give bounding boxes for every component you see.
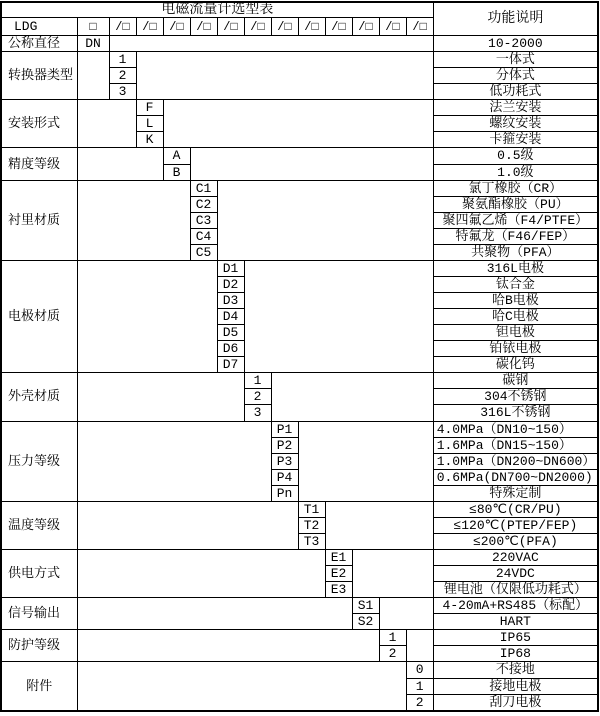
spacer-cell [77, 260, 217, 372]
code-cell: C1 [190, 180, 217, 196]
code-cell: E1 [325, 550, 352, 566]
spec-cell: 特氟龙（F46/FEP） [433, 228, 598, 244]
spec-cell: ≤200℃(PFA) [433, 533, 598, 549]
code-cell: P1 [271, 421, 298, 437]
spec-cell: ≤80℃(CR/PU) [433, 501, 598, 517]
code-cell: A [163, 148, 190, 164]
code-cell: K [136, 132, 163, 148]
code-cell: D7 [217, 357, 244, 373]
spacer-cell [190, 148, 433, 180]
model-code-slot: /□ [217, 18, 244, 36]
code-cell: C5 [190, 244, 217, 260]
category-label: 附件 [1, 662, 77, 711]
model-prefix: LDG [1, 18, 77, 36]
spacer-cell [77, 550, 325, 598]
code-cell: P2 [271, 437, 298, 453]
spec-cell: 分体式 [433, 68, 598, 84]
spec-cell: 聚氨酯橡胶（PU） [433, 196, 598, 212]
category-label: 温度等级 [1, 501, 77, 549]
spacer-cell [136, 52, 433, 100]
spacer-cell [77, 630, 379, 662]
table-title: 电磁流量计选型表 [1, 2, 433, 18]
category-label: 信号输出 [1, 598, 77, 630]
code-cell: C4 [190, 228, 217, 244]
model-code-slot: /□ [163, 18, 190, 36]
code-cell: P4 [271, 469, 298, 485]
category-label: 精度等级 [1, 148, 77, 180]
selection-table [0, 1, 599, 712]
code-cell: S2 [352, 614, 379, 630]
spec-cell: 1.0级 [433, 164, 598, 180]
spec-cell: 刮刀电极 [433, 694, 598, 711]
spec-cell: 法兰安装 [433, 100, 598, 116]
code-cell: 3 [244, 405, 271, 421]
code-cell: 2 [109, 68, 136, 84]
code-cell: D5 [217, 325, 244, 341]
spec-cell: 碳钢 [433, 373, 598, 389]
spacer-cell [77, 148, 163, 180]
model-code-slot: /□ [271, 18, 298, 36]
code-cell: D3 [217, 293, 244, 309]
model-code-slot: /□ [325, 18, 352, 36]
table-row [1, 100, 598, 116]
spec-cell: 316L不锈钢 [433, 405, 598, 421]
spec-cell: 螺纹安装 [433, 116, 598, 132]
spec-cell: 氯丁橡胶（CR） [433, 180, 598, 196]
table-row [1, 598, 598, 614]
table-row [1, 2, 598, 18]
code-cell: 1 [244, 373, 271, 389]
spec-cell: 10-2000 [433, 36, 598, 52]
spec-cell: 铂铱电极 [433, 341, 598, 357]
code-cell: C2 [190, 196, 217, 212]
spec-cell: 聚四氟乙烯（F4/PTFE） [433, 212, 598, 228]
code-cell: B [163, 164, 190, 180]
code-cell: L [136, 116, 163, 132]
spec-cell: 24VDC [433, 566, 598, 582]
spacer-cell [77, 501, 298, 549]
category-label: 外壳材质 [1, 373, 77, 421]
code-cell: 1 [109, 52, 136, 68]
spec-cell: 共聚物（PFA） [433, 244, 598, 260]
table-row [1, 373, 598, 389]
category-label: 压力等级 [1, 421, 77, 501]
spacer-cell [77, 52, 109, 100]
spec-cell: 4-20mA+RS485（标配） [433, 598, 598, 614]
spec-cell: ≤120℃(PTEP/FEP) [433, 517, 598, 533]
code-cell: D6 [217, 341, 244, 357]
model-base-slot: □ [77, 18, 109, 36]
model-code-slot: /□ [298, 18, 325, 36]
code-cell: P3 [271, 453, 298, 469]
model-code-slot: /□ [379, 18, 406, 36]
spec-cell: 钛合金 [433, 276, 598, 292]
spec-cell: IP68 [433, 646, 598, 662]
spec-cell: 哈B电极 [433, 293, 598, 309]
spacer-cell [77, 100, 136, 148]
category-label: 防护等级 [1, 630, 77, 662]
code-cell: T3 [298, 533, 325, 549]
table-row [1, 260, 598, 276]
spacer-cell [325, 501, 433, 549]
spec-cell: 哈C电极 [433, 309, 598, 325]
category-label: 衬里材质 [1, 180, 77, 260]
spec-cell: 接地电极 [433, 678, 598, 694]
code-cell: 2 [379, 646, 406, 662]
spec-cell: 钽电极 [433, 325, 598, 341]
table-row [1, 421, 598, 437]
function-column-header: 功能说明 [433, 2, 598, 36]
code-cell: T2 [298, 517, 325, 533]
category-label-diameter: 公称直径 [1, 36, 77, 52]
spacer-cell [77, 180, 190, 260]
table-row [1, 662, 598, 678]
spec-cell: 1.6MPa（DN15~150） [433, 437, 598, 453]
category-label: 转换器类型 [1, 52, 77, 100]
table-row [1, 36, 598, 52]
spec-cell: 卡箍安装 [433, 132, 598, 148]
code-cell: Pn [271, 485, 298, 501]
spacer-cell [271, 373, 433, 421]
category-label: 安装形式 [1, 100, 77, 148]
spacer-cell [244, 260, 433, 372]
model-code-slot: /□ [406, 18, 433, 36]
code-cell: E2 [325, 566, 352, 582]
code-cell: D1 [217, 260, 244, 276]
code-cell: F [136, 100, 163, 116]
spacer-cell [163, 100, 433, 148]
code-cell: DN [77, 36, 109, 52]
spec-cell: 特殊定制 [433, 485, 598, 501]
spacer-cell [109, 36, 433, 52]
model-code-slot: /□ [244, 18, 271, 36]
code-cell: E3 [325, 582, 352, 598]
code-cell: 0 [406, 662, 433, 678]
model-code-slot: /□ [190, 18, 217, 36]
spacer-cell [217, 180, 433, 260]
model-code-slot: /□ [109, 18, 136, 36]
table-row [1, 180, 598, 196]
spec-cell: 锂电池（仅限低功耗式） [433, 582, 598, 598]
code-cell: 1 [379, 630, 406, 646]
code-cell: 2 [244, 389, 271, 405]
code-cell: D4 [217, 309, 244, 325]
spacer-cell [379, 598, 433, 630]
spec-cell: 不接地 [433, 662, 598, 678]
spec-cell: 304不锈钢 [433, 389, 598, 405]
spec-cell: 4.0MPa（DN10~150） [433, 421, 598, 437]
spacer-cell [77, 421, 271, 501]
table-row [1, 148, 598, 164]
table-row [1, 501, 598, 517]
category-label: 电极材质 [1, 260, 77, 372]
code-cell: 3 [109, 84, 136, 100]
model-code-slot: /□ [136, 18, 163, 36]
spacer-cell [298, 421, 433, 501]
spec-cell: 碳化钨 [433, 357, 598, 373]
code-cell: T1 [298, 501, 325, 517]
spec-cell: HART [433, 614, 598, 630]
category-label: 供电方式 [1, 550, 77, 598]
spec-cell: 220VAC [433, 550, 598, 566]
spec-cell: 1.0MPa（DN200~DN600） [433, 453, 598, 469]
spec-cell: IP65 [433, 630, 598, 646]
spacer-cell [352, 550, 433, 598]
code-cell: C3 [190, 212, 217, 228]
table-row [1, 550, 598, 566]
code-cell: 2 [406, 694, 433, 711]
spec-cell: 0.6MPa(DN700~DN2000) [433, 469, 598, 485]
spec-cell: 316L电极 [433, 260, 598, 276]
spec-cell: 一体式 [433, 52, 598, 68]
spacer-cell [406, 630, 433, 662]
table-row [1, 52, 598, 68]
code-cell: S1 [352, 598, 379, 614]
spacer-cell [77, 598, 352, 630]
model-code-slot: /□ [352, 18, 379, 36]
spacer-cell [77, 662, 406, 711]
spec-cell: 0.5级 [433, 148, 598, 164]
code-cell: 1 [406, 678, 433, 694]
spacer-cell [77, 373, 244, 421]
code-cell: D2 [217, 276, 244, 292]
table-row [1, 630, 598, 646]
spec-cell: 低功耗式 [433, 84, 598, 100]
